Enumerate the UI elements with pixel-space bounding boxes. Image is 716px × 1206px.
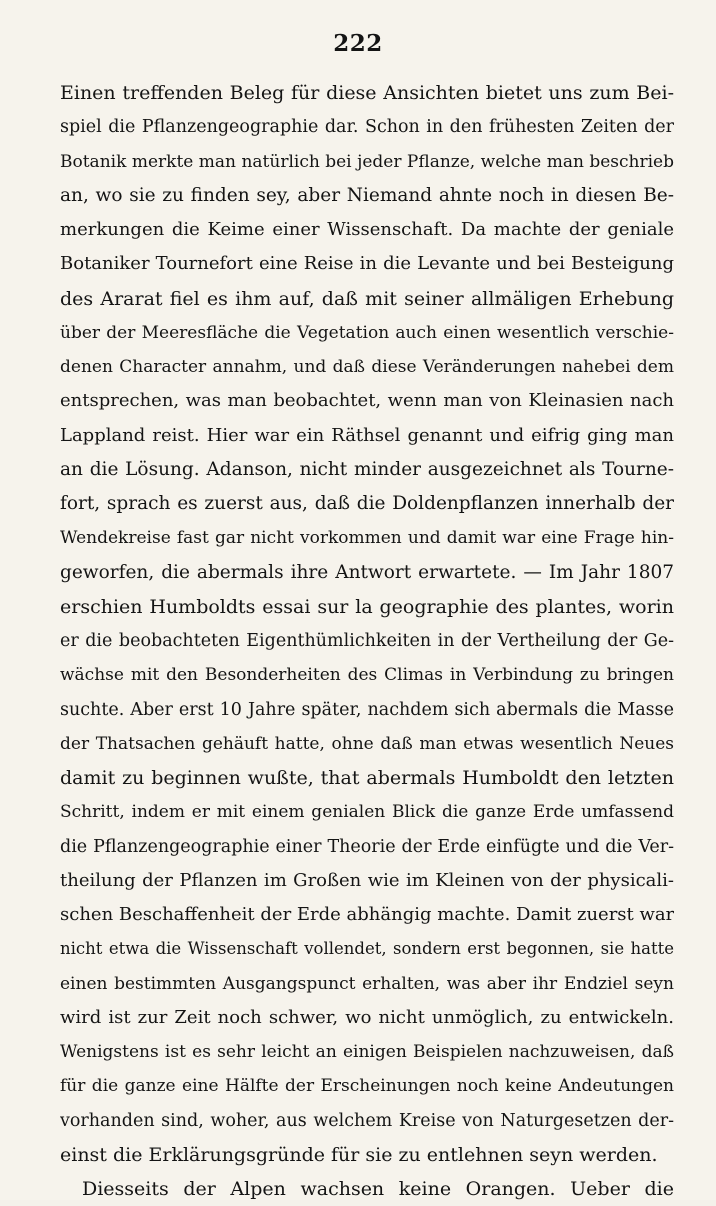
text-line: Einen treffenden Beleg für diese Ansichten bietet uns zum Bei- xyxy=(60,82,674,104)
text-line: Wenigstens ist es sehr leicht an einigen Beispielen nachzuweisen, daß xyxy=(60,1042,674,1062)
text-line: Lappland reist. Hier war ein Räthsel genannt und eifrig ging man xyxy=(60,424,674,446)
body-text xyxy=(60,76,674,1206)
text-line: erschien Humboldts essai sur la geographie des plantes, worin xyxy=(60,595,674,618)
text-line: der Thatsachen gehäuft hatte, ohne daß man etwas wesentlich Neues xyxy=(60,733,674,754)
text-line: an, wo sie zu finden sey, aber Niemand ahnte noch in diesen Be- xyxy=(60,184,674,206)
text-line: wird ist zur Zeit noch schwer, wo nicht unmöglich, zu entwickeln. xyxy=(60,1006,674,1028)
text-line: über der Meeresfläche die Vegetation auch einen wesentlich verschie- xyxy=(60,322,674,343)
text-line: merkungen die Keime einer Wissenschaft. Da machte der geniale xyxy=(60,219,674,240)
text-line: theilung der Pflanzen im Großen wie im Kleinen von der physicali- xyxy=(60,869,674,891)
text-line: Botanik merkte man natürlich bei jeder Pflanze, welche man beschrieb xyxy=(60,151,674,172)
text-line: nicht etwa die Wissenschaft vollendet, sondern erst begonnen, sie hatte xyxy=(60,939,674,959)
text-line: an die Lösung. Adanson, nicht minder ausgezeichnet als Tourne- xyxy=(60,458,674,480)
text-line: denen Character annahm, und daß diese Veränderungen nahebei dem xyxy=(60,357,674,377)
text-line: des Ararat fiel es ihm auf, daß mit seiner allmäligen Erhebung xyxy=(60,287,674,310)
text-line: er die beobachteten Eigenthümlichkeiten in der Vertheilung der Ge- xyxy=(60,631,674,651)
text-line: spiel die Pflanzengeographie dar. Schon in den frühesten Zeiten der xyxy=(60,117,674,138)
text-line: Botaniker Tournefort eine Reise in die Levante und bei Besteigung xyxy=(60,253,674,275)
text-line: einen bestimmten Ausgangspunct erhalten, was aber ihr Endziel seyn xyxy=(60,973,674,994)
text-line: für die ganze eine Hälfte der Erscheinungen noch keine Andeutungen xyxy=(60,1076,674,1097)
text-line: Wendekreise fast gar nicht vorkommen und damit war eine Frage hin- xyxy=(60,528,674,549)
text-line: Schritt, indem er mit einem genialen Blick die ganze Erde umfassend xyxy=(60,802,674,823)
text-line: geworfen, die abermals ihre Antwort erwartete. — Im Jahr 1807 xyxy=(60,561,674,583)
text-line: Diesseits der Alpen wachsen keine Orangen. Ueber die xyxy=(82,1178,674,1200)
text-line: wächse mit den Besonderheiten des Climas in Verbindung zu bringen xyxy=(60,665,674,686)
text-line: vorhanden sind, woher, aus welchem Kreise von Naturgesetzen der- xyxy=(60,1110,674,1131)
text-line: damit zu beginnen wußte, that abermals Humboldt den letzten xyxy=(60,767,674,789)
text-line: einst die Erklärungsgründe für sie zu entlehnen seyn werden. xyxy=(60,1143,658,1166)
text-line: entsprechen, was man beobachtet, wenn man von Kleinasien nach xyxy=(60,390,674,412)
text-line: die Pflanzengeographie einer Theorie der Erde einfügte und die Ver- xyxy=(60,836,674,857)
text-line: fort, sprach es zuerst aus, daß die Doldenpflanzen innerhalb der xyxy=(60,493,674,514)
text-line: suchte. Aber erst 10 Jahre später, nachdem sich abermals die Masse xyxy=(60,699,674,720)
page-number: 222 xyxy=(333,30,383,57)
text-line: schen Beschaffenheit der Erde abhängig machte. Damit zuerst war xyxy=(60,904,674,925)
